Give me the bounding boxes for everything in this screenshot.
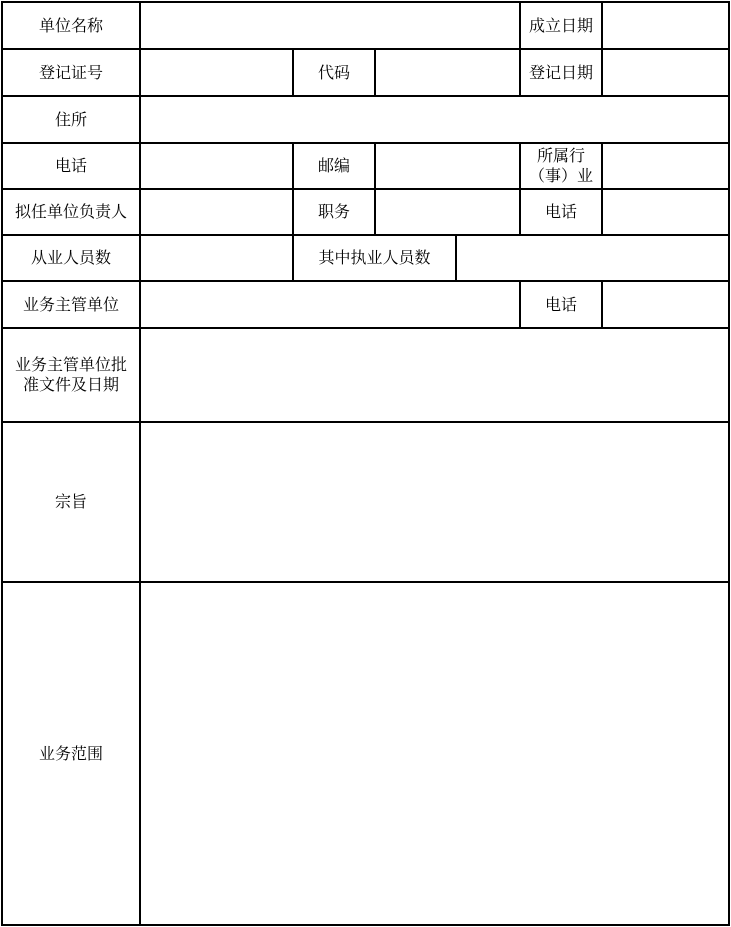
purpose-label: 宗旨 <box>2 422 140 582</box>
phone-field[interactable] <box>140 143 293 189</box>
row-divider <box>1 48 730 50</box>
position-label: 职务 <box>293 189 375 235</box>
row-divider <box>1 188 730 190</box>
business-scope-field[interactable] <box>140 582 729 925</box>
column-divider <box>601 48 603 97</box>
row-divider <box>1 95 730 97</box>
licensed-count-field[interactable] <box>456 235 729 281</box>
registration-date-label: 登记日期 <box>520 49 602 96</box>
postal-code-label: 邮编 <box>293 143 375 189</box>
postal-code-field[interactable] <box>375 143 520 189</box>
column-divider <box>292 234 294 282</box>
proposed-head-field[interactable] <box>140 189 293 235</box>
industry-field[interactable] <box>602 143 729 189</box>
table-border-top <box>1 1 730 3</box>
column-divider <box>601 142 603 236</box>
column-divider <box>519 48 521 97</box>
business-scope-label: 业务范围 <box>2 582 140 925</box>
supervisor-unit-label: 业务主管单位 <box>2 281 140 328</box>
employee-count-label: 从业人员数 <box>2 235 140 281</box>
approval-doc-field[interactable] <box>140 328 729 422</box>
code-field[interactable] <box>375 49 520 96</box>
column-divider <box>519 280 521 329</box>
column-divider <box>519 1 521 50</box>
approval-doc-label: 业务主管单位批 准文件及日期 <box>2 328 140 422</box>
row-divider <box>1 280 730 282</box>
row-divider <box>1 142 730 144</box>
row-divider <box>1 327 730 329</box>
address-label: 住所 <box>2 96 140 143</box>
registration-date-field[interactable] <box>602 49 729 96</box>
row-divider <box>1 581 730 583</box>
unit-name-label: 单位名称 <box>2 2 140 49</box>
column-divider <box>519 142 521 236</box>
supervisor-unit-field[interactable] <box>140 281 520 328</box>
proposed-head-label: 拟任单位负责人 <box>2 189 140 235</box>
registration-cert-no-label: 登记证号 <box>2 49 140 96</box>
column-divider <box>374 48 376 97</box>
address-field[interactable] <box>140 96 729 143</box>
established-date-field[interactable] <box>602 2 729 49</box>
supervisor-phone-label: 电话 <box>520 281 602 328</box>
position-field[interactable] <box>375 189 520 235</box>
purpose-field[interactable] <box>140 422 729 582</box>
supervisor-phone-field[interactable] <box>602 281 729 328</box>
unit-name-field[interactable] <box>140 2 520 49</box>
row-divider <box>1 234 730 236</box>
industry-label: 所属行 （事）业 <box>520 143 602 189</box>
head-phone-field[interactable] <box>602 189 729 235</box>
employee-count-field[interactable] <box>140 235 293 281</box>
code-label: 代码 <box>293 49 375 96</box>
column-divider <box>374 142 376 236</box>
row-divider <box>1 421 730 423</box>
column-divider <box>601 1 603 50</box>
head-phone-label: 电话 <box>520 189 602 235</box>
column-divider <box>455 234 457 282</box>
column-divider <box>601 280 603 329</box>
column-divider <box>292 142 294 236</box>
registration-cert-no-field[interactable] <box>140 49 293 96</box>
table-border-bottom <box>1 924 730 926</box>
label-column-divider <box>139 1 141 926</box>
established-date-label: 成立日期 <box>520 2 602 49</box>
phone-label: 电话 <box>2 143 140 189</box>
table-border-right <box>728 1 730 926</box>
column-divider <box>292 48 294 97</box>
table-border-left <box>1 1 3 926</box>
licensed-count-label: 其中执业人员数 <box>293 235 456 281</box>
